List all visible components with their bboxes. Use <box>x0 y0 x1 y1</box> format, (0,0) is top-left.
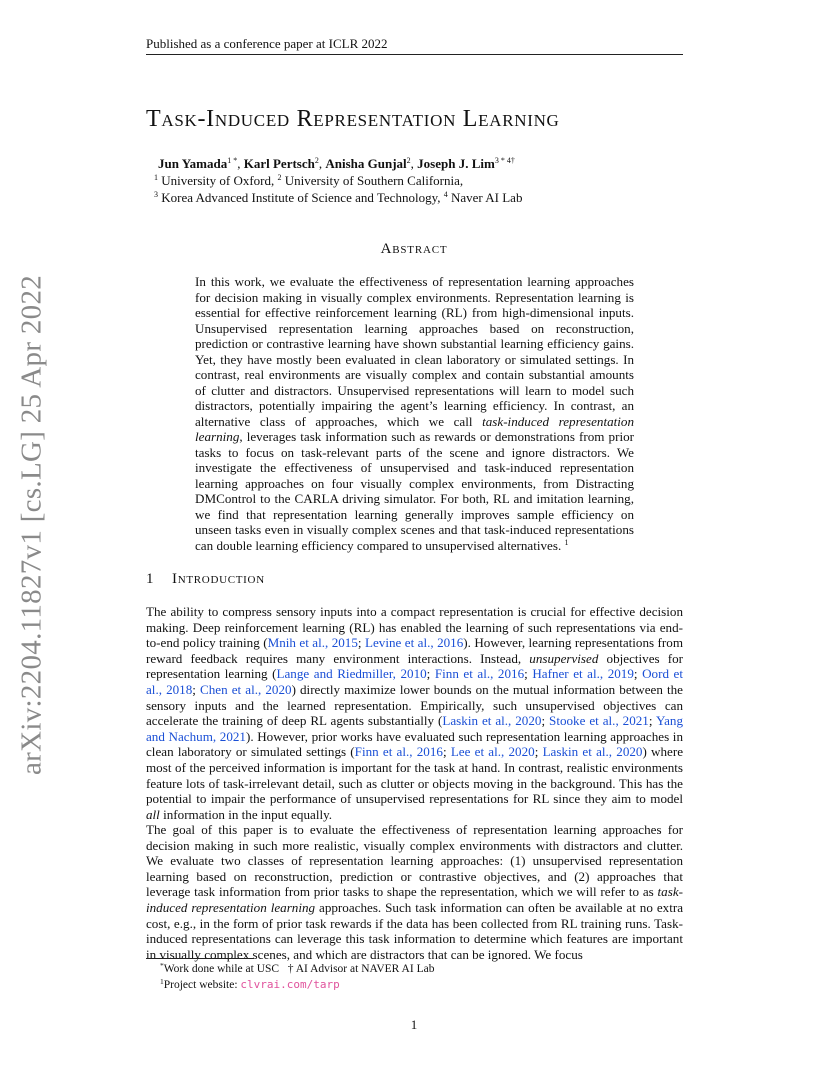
abstract-heading: Abstract <box>380 241 448 257</box>
footnote-2: $^1$Project website: clvrai.com/tarp <box>160 977 340 991</box>
author-mark: 2 <box>406 156 411 165</box>
citation-link[interactable]: Stooke et al., 2021 <box>549 713 649 729</box>
citation-link[interactable]: Lange and Riedmiller, 2010 <box>276 666 427 682</box>
affiliation-line-2: $^3$ Korea Advanced Institute of Science and Technology, $^4$ Naver AI Lab <box>154 190 523 205</box>
citation-link[interactable]: Hafner et al., 2019 <box>532 666 634 682</box>
section-title: Introduction <box>172 571 265 587</box>
page-number: 1 <box>410 1017 418 1032</box>
paper-title: Task-Induced Representation Learning <box>146 106 560 132</box>
citation-link[interactable]: Oord et al., 2018 <box>146 666 683 697</box>
intro-paragraph-2: The goal of this paper is to evaluate the effectiveness of representation learning approaches for decision making in such more realistic, visually complex environments with distractors and clutter. We evaluate two classes of representation learning approaches: (1) unsupervised representation learning based on reconstruction, prediction or contrastive objectives, and (2) approaches that leverage task information from prior tasks to shape the representation, which we will refer to as task-induced representation learning approaches. Such task information can often be available at no extra cost, e.g., in the form of prior task rewards if the data has been collected from RL training runs. Task-induced representations can leverage this task information to determine which features are important in visually complex scenes, and which are distractors that can be ignored. We focus <box>146 822 684 962</box>
citation-link[interactable]: Levine et al., 2016 <box>364 635 464 651</box>
citation-link[interactable]: Chen et al., 2020 <box>200 681 292 697</box>
author-block <box>154 155 523 206</box>
author-name: Anisha Gunjal <box>325 156 407 171</box>
author-name: Jun Yamada <box>158 156 228 171</box>
citation-link[interactable]: Yang and Nachum, 2021 <box>146 713 683 744</box>
abstract-text: In this work, we evaluate the effectiveness of representation learning approaches for decision making in visually complex environments. Representation learning is essential for effective reinforcement learning (RL) from high-dimensional inputs. Unsupervised representation learning approaches based on reconstruction, prediction or contrastive learning have shown substantial learning efficiency gains. Yet, they have mostly been evaluated in clean laboratory or simulated settings. In contrast, real environments are visually complex and contain substantial amounts of clutter and distractors. Unsupervised representations will learn to model such distractors, potentially impairing the agent’s learning efficiency. In contrast, an alternative class of approaches, which we call task-induced representation learning, leverages task information such as rewards or demonstrations from prior tasks to focus on task-relevant parts of the scene and ignore distractors. We investigate the effectiveness of unsupervised and task-induced representation learning approaches on four visually complex environments, from Distracting DMControl to the CARLA driving simulator. For both, RL and imitation learning, we find that representation learning generally improves sample efficiency on unseen tasks even in visually complex scenes and that task-induced representations can double learning efficiency compared to unsupervised alternatives. $^1$ <box>195 274 635 553</box>
citation-link[interactable]: Finn et al., 2016 <box>434 666 525 682</box>
author-name: Karl Pertsch <box>243 156 315 171</box>
affiliation-line-1: $^1$ University of Oxford, $^2$ University of Southern California, <box>154 173 464 188</box>
author-names: Jun Yamada$^{1 *}$, Karl Pertsch$^2$, Anisha Gunjal$^2$, Joseph J. Lim$^{3 * 4\dagger}$ <box>158 156 515 171</box>
running-header: Published as a conference paper at ICLR 2022 <box>146 36 388 51</box>
author-mark: 3 * 4† <box>494 156 515 165</box>
citation-link[interactable]: Laskin et al., 2020 <box>442 713 542 729</box>
citation-link[interactable]: Laskin et al., 2020 <box>542 744 643 760</box>
section-heading <box>146 571 265 588</box>
arxiv-stamp: arXiv:2204.11827v1 [cs.LG] 25 Apr 2022 <box>15 274 48 776</box>
author-mark: 2 <box>314 156 319 165</box>
footnote-1: *Work done while at USC † AI Advisor at NAVER AI Lab <box>160 961 435 975</box>
citation-link[interactable]: Mnih et al., 2015 <box>267 635 358 651</box>
header-rule <box>146 54 683 55</box>
footnote-ref[interactable]: 1 <box>564 537 569 547</box>
project-website-link[interactable]: clvrai.com/tarp <box>240 978 340 991</box>
section-number: 1 <box>146 571 154 587</box>
author-name: Joseph J. Lim <box>417 156 495 171</box>
citation-link[interactable]: Finn et al., 2016 <box>354 744 443 760</box>
intro-paragraph-1: The ability to compress sensory inputs into a compact representation is crucial for effective decision making. Deep reinforcement learning (RL) has enabled the learning of such representations via end-to-end policy training (Mnih et al., 2015; Levine et al., 2016). However, learning representations from reward feedback requires many environment interactions. Instead, unsupervised objectives for representation learning (Lange and Riedmiller, 2010; Finn et al., 2016; Hafner et al., 2019; Oord et al., 2018; Chen et al., 2020) directly maximize lower bounds on the mutual information between the sensory inputs and the learned representation. Empirically, such unsupervised objectives can accelerate the training of deep RL agents substantially (Laskin et al., 2020; Stooke et al., 2021; Yang and Nachum, 2021). However, prior works have evaluated such representation learning approaches in clean laboratory or simulated settings (Finn et al., 2016; Lee et al., 2020; Laskin et al., 2020) where most of the perceived information is important for the task at hand. In contrast, realistic environments feature lots of task-irrelevant detail, such as clutter or objects moving in the background. This has the potential to impair the performance of unsupervised representations for RL since they aim to model all information in the input equally. <box>146 604 684 822</box>
author-mark: 1 * <box>227 156 238 165</box>
footnote-rule <box>146 958 254 959</box>
citation-link[interactable]: Lee et al., 2020 <box>450 744 535 760</box>
